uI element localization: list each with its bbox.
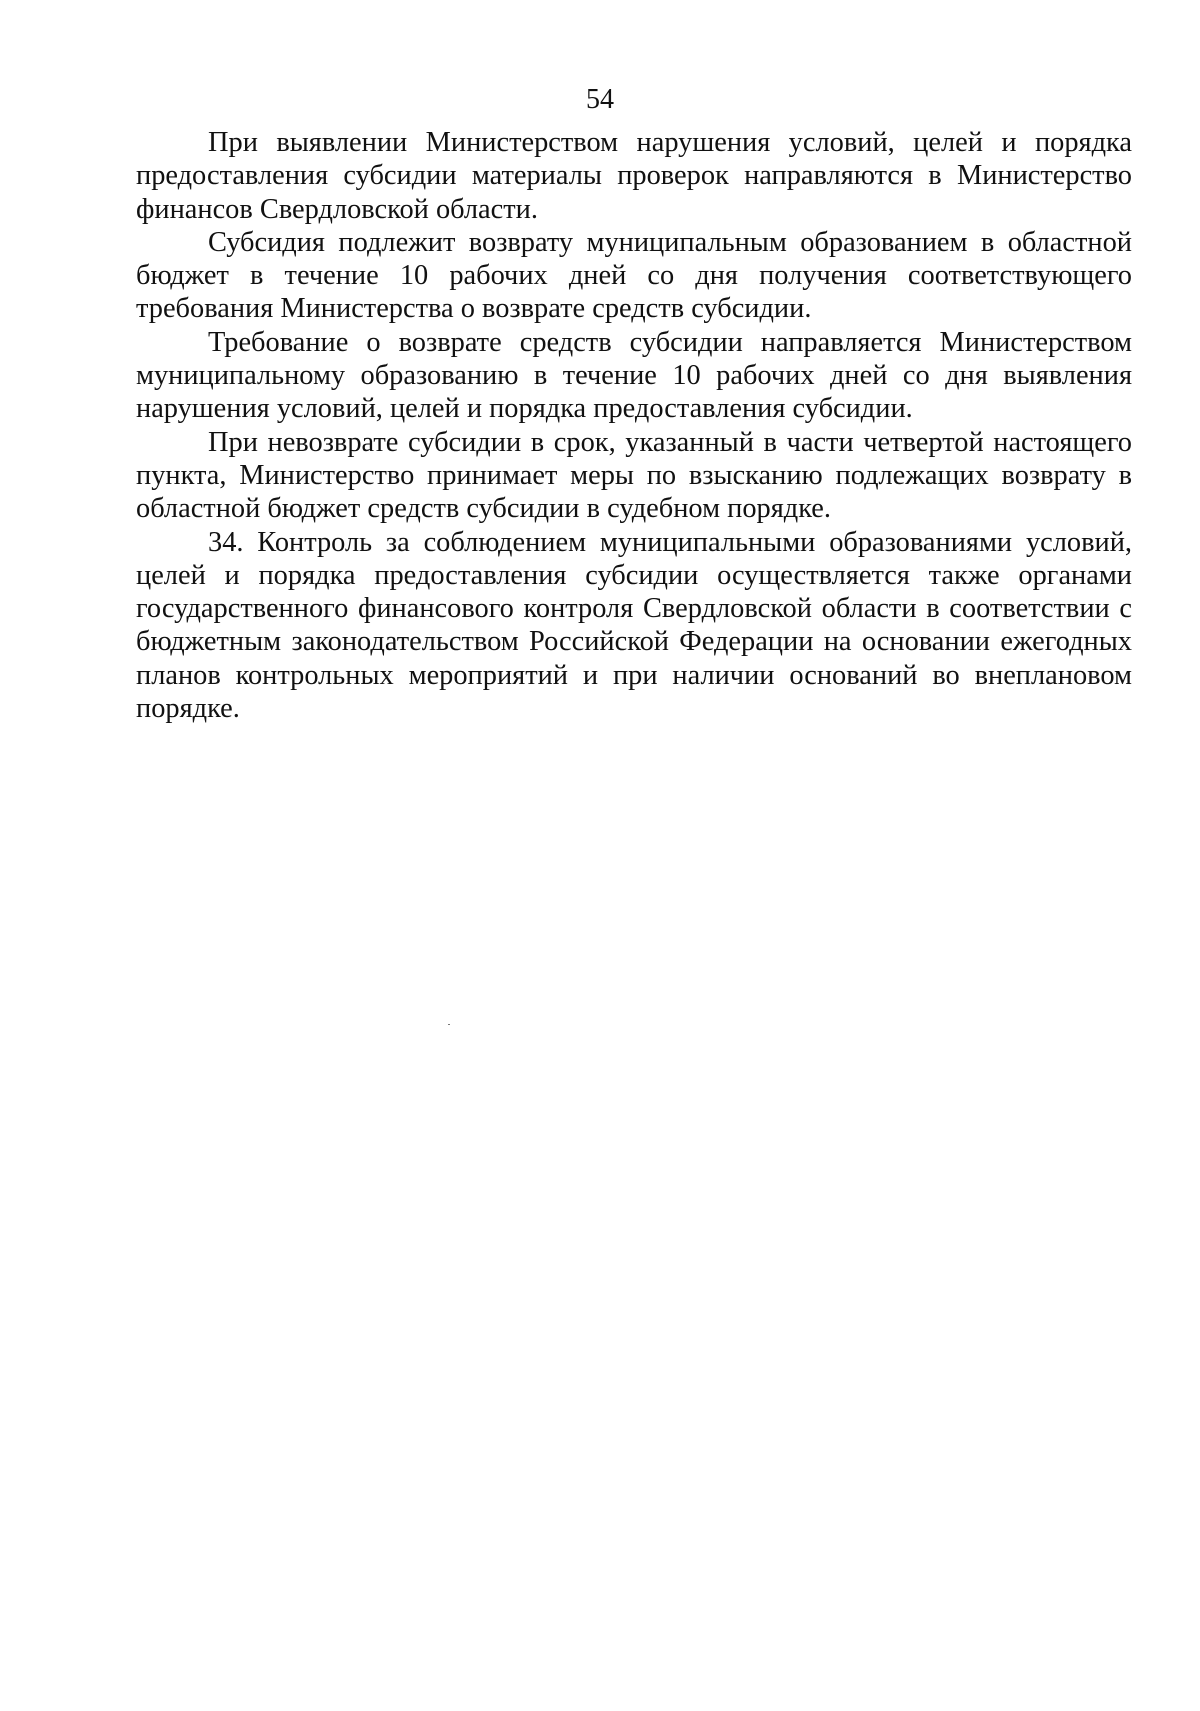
paragraph-return-demand: Требование о возврате средств субсидии направляется Министерством муниципальному образованию в течение 10 рабочих дней со дня выявления нарушения условий, целей и порядка предоставления субсидии.: [136, 326, 1132, 425]
paragraph-subsidy-return: Субсидия подлежит возврату муниципальным образованием в областной бюджет в течение 10 рабочих дней со дня получения соответствующего требования Министерства о возврате средств субсидии.: [136, 226, 1132, 325]
paragraph-item-34-control: 34. Контроль за соблюдением муниципальными образованиями условий, целей и порядка предоставления субсидии осуществляется также органами государственного финансового контроля Свердловской области в соответствии с бюджетным законодательством Российской Федерации на основании ежегодных планов контрольных мероприятий и при наличии оснований во внеплановом порядке.: [136, 526, 1132, 725]
document-body: [136, 126, 1132, 725]
paragraph-non-return-recovery: При невозврате субсидии в срок, указанный в части четвертой настоящего пункта, Министерство принимает меры по взысканию подлежащих возврату в областной бюджет средств субсидии в судебном порядке.: [136, 426, 1132, 525]
scan-speck: [448, 1024, 450, 1025]
page-number: 54: [586, 84, 614, 115]
paragraph-violation-reporting: При выявлении Министерством нарушения условий, целей и порядка предоставления субсидии материалы проверок направляются в Министерство финансов Свердловской области.: [136, 127, 1132, 225]
